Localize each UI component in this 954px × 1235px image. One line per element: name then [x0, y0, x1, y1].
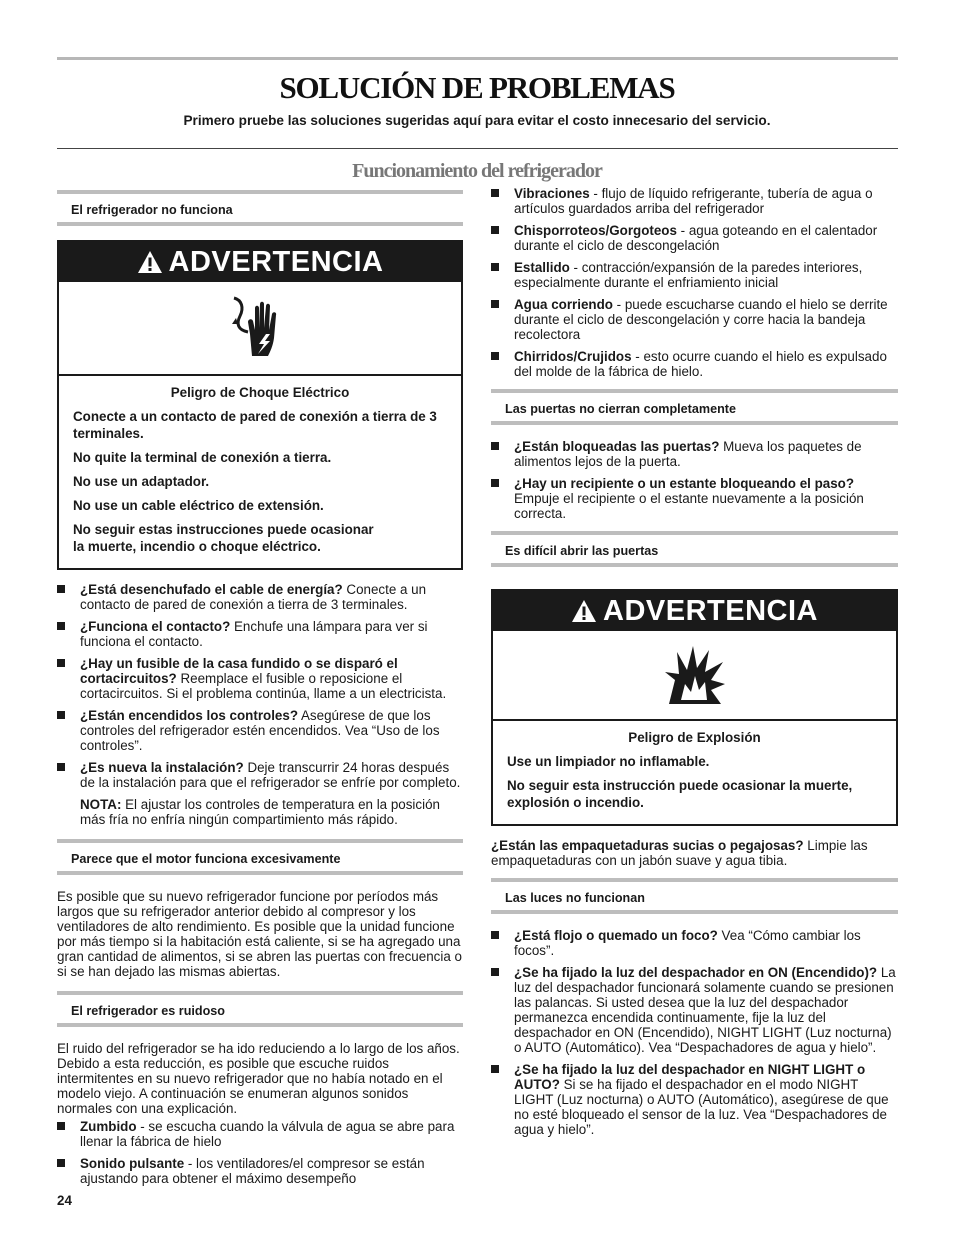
warning-label: ADVERTENCIA — [603, 595, 818, 627]
warning-box-explosion — [491, 589, 898, 826]
left-column — [57, 186, 463, 1193]
list-item: Estallido - contracción/expansión de la paredes interiores, especialmente durante el enfriamiento inicial — [491, 260, 898, 290]
list-item: ¿Hay un recipiente o un estante bloqueando el paso? Empuje el recipiente o el estante nuevamente a la posición correcta. — [491, 476, 898, 521]
warning-pictogram — [59, 282, 461, 376]
list-item: Agua corriendo - puede escucharse cuando el hielo se derrite durante el ciclo de descongelación y corre hacia la bandeja recolectora — [491, 297, 898, 342]
page-title: SOLUCIÓN DE PROBLEMAS — [279, 70, 675, 105]
warning-title: Peligro de Explosión — [628, 730, 761, 745]
list-item: ¿Se ha fijado la luz del despachador en NIGHT LIGHT o AUTO? Si se ha fijado el despachador en el modo NIGHT LIGHT (Luz nocturna) o AUTO (Automático), asegúrese de que no esté bloqueado el sensor de la luz. Vea “Despachadores de agua y hielo”. — [491, 1062, 898, 1137]
top-rule — [57, 57, 898, 60]
warning-line: No seguir estas instrucciones puede ocasionar la muerte, incendio o choque eléctrico. — [73, 522, 374, 554]
warning-triangle-icon — [571, 599, 597, 623]
list-item: ¿Funciona el contacto? Enchufe una lámpara para ver si funciona el contacto. — [57, 619, 463, 649]
list-item: ¿Se ha fijado la luz del despachador en ON (Encendido)? La luz del despachador funcionará solamente cuando se presionen las palancas. Si usted desea que la luz del despachador permanezca encendida continuamente, fije la luz del despachador en ON (Encendido), NIGHT LIGHT (Luz nocturna) o AUTO (Automático). Vea “Despachadores de agua y hielo”. — [491, 965, 898, 1055]
warning-line: Conecte a un contacto de pared de conexión a tierra de 3 terminales. — [73, 409, 437, 441]
warning-header — [59, 242, 461, 282]
list-item: ¿Es nueva la instalación? Deje transcurrir 24 horas después de la instalación para que el refrigerador se enfríe por completo. — [57, 760, 463, 790]
intro-text: Primero pruebe las soluciones sugeridas aquí para evitar el costo innecesario del servicio. — [183, 113, 771, 128]
heading-no-funciona: El refrigerador no funciona — [57, 190, 463, 226]
list-item: Zumbido - se escucha cuando la válvula de agua se abre para llenar la fábrica de hielo — [57, 1119, 463, 1149]
page-number: 24 — [57, 1193, 72, 1208]
warning-box-shock — [57, 240, 463, 570]
heading-luces: Las luces no funcionan — [491, 878, 898, 914]
list-ruidoso — [57, 1119, 463, 1186]
warning-line: No use un cable eléctrico de extensión. — [73, 498, 324, 513]
list-no-funciona — [57, 582, 463, 790]
note-text: NOTA: El ajustar los controles de temperatura en la posición más fría no enfría ningún compartimiento más rápido. — [80, 797, 440, 827]
list-item: Chisporroteos/Gorgoteos - agua goteando en el calentador durante el ciclo de descongelación — [491, 223, 898, 253]
heading-puertas-no-cierran: Las puertas no cierran completamente — [491, 389, 898, 425]
list-item: Chirridos/Crujidos - esto ocurre cuando el hielo es expulsado del molde de la fábrica de hielo. — [491, 349, 898, 379]
list-item: ¿Hay un fusible de la casa fundido o se disparó el cortacircuitos? Reemplace el fusible o reposicione el cortacircuitos. Si el problema continúa, llame a un electricista. — [57, 656, 463, 701]
warning-line: No quite la terminal de conexión a tierra. — [73, 450, 332, 465]
heading-ruidoso: El refrigerador es ruidoso — [57, 991, 463, 1027]
warning-line: No seguir esta instrucción puede ocasionar la muerte, explosión o incendio. — [507, 778, 853, 810]
electric-shock-hand-icon — [228, 294, 292, 362]
warning-triangle-icon — [137, 250, 163, 274]
explosion-icon — [663, 644, 727, 706]
list-item: ¿Están bloqueadas las puertas? Mueva los paquetes de alimentos lejos de la puerta. — [491, 439, 898, 469]
paragraph-ruidoso: El ruido del refrigerador se ha ido reduciendo a lo largo de los años. Debido a esta reducción, es posible que escuche ruidos intermitentes en su nuevo refrigerador que no había notado en el modelo viejo. A continuación se enumeran algunos sonidos normales con una explicación. — [57, 1041, 460, 1116]
warning-text — [59, 376, 461, 568]
warning-line: No use un adaptador. — [73, 474, 210, 489]
list-puertas — [491, 439, 898, 521]
warning-text — [493, 721, 896, 824]
warning-line: Use un limpiador no inflamable. — [507, 754, 710, 769]
right-column — [491, 186, 898, 1144]
warning-title: Peligro de Choque Eléctrico — [170, 385, 350, 400]
section-subtitle: Funcionamiento del refrigerador — [352, 160, 602, 182]
list-item: ¿Están encendidos los controles? Asegúrese de que los controles del refrigerador estén encendidos. Vea “Uso de los controles”. — [57, 708, 463, 753]
divider-rule — [57, 148, 898, 149]
warning-pictogram — [493, 631, 896, 721]
paragraph-empaquetaduras: ¿Están las empaquetaduras sucias o pegajosas? Limpie las empaquetaduras con un jabón suave y agua tibia. — [491, 838, 868, 868]
heading-motor: Parece que el motor funciona excesivamente — [57, 839, 463, 875]
list-ruidos — [491, 186, 898, 379]
list-item: ¿Está desenchufado el cable de energía? Conecte a un contacto de pared de conexión a tierra de 3 terminales. — [57, 582, 463, 612]
list-item: Vibraciones - flujo de líquido refrigerante, tubería de agua o artículos guardados arriba del refrigerador — [491, 186, 898, 216]
list-luces — [491, 928, 898, 1137]
list-item: Sonido pulsante - los ventiladores/el compresor se están ajustando para obtener el máximo desempeño — [57, 1156, 463, 1186]
list-item: ¿Está flojo o quemado un foco? Vea “Cómo cambiar los focos”. — [491, 928, 898, 958]
warning-header — [493, 591, 896, 631]
heading-dificil-abrir: Es difícil abrir las puertas — [491, 531, 898, 567]
warning-label: ADVERTENCIA — [168, 246, 384, 278]
paragraph-motor: Es posible que su nuevo refrigerador funcione por períodos más largos que su refrigerador anterior debido al compresor y los ventiladores de alto rendimiento. Es posible que la unidad funcione por más tiempo si la habitación está caliente, si se ha agregado una gran cantidad de alimentos, si se abren las puertas con frecuencia o si se han dejado las mismas abiertas. — [57, 889, 462, 979]
